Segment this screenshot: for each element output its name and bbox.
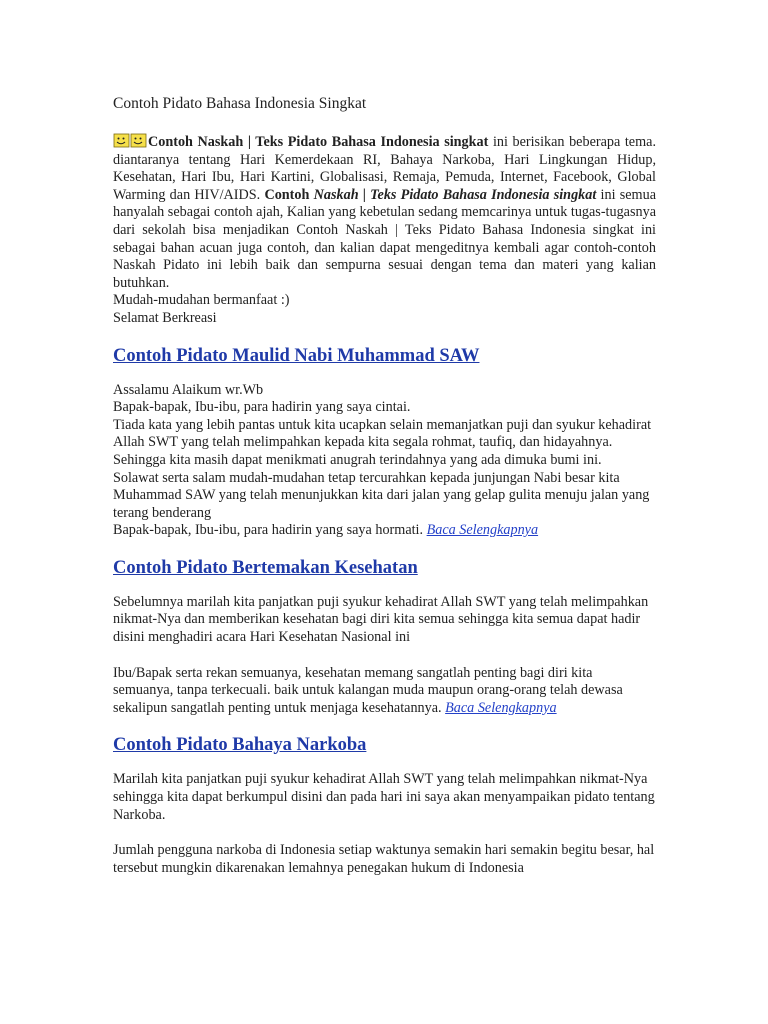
kesehatan-paragraph-2-text: Ibu/Bapak serta rekan semuanya, kesehatan memang sangatlah penting bagi diri kita semuanya, tanpa terkecuali. baik untuk kalangan muda maupun orang-orang telah dewasa sekalipun sangatlah penting untuk menjaga kesehatannya. — [113, 664, 623, 716]
paragraph-gap — [113, 824, 656, 842]
closing-line-2: Selamat Berkreasi — [113, 309, 217, 326]
intro-bold-lead: Contoh Naskah | Teks Pidato Bahasa Indonesia singkat — [148, 134, 489, 150]
kesehatan-paragraph-1: Sebelumnya marilah kita panjatkan puji syukur kehadirat Allah SWT yang telah melimpahkan nikmat-Nya dan memberikan kesehatan bagi diri kita semua sehingga kita semua dapat hadir disini menghadiri acara Hari Kesehatan Nasional ini — [113, 593, 649, 646]
intro-paragraph — [113, 133, 656, 292]
closing-line-1: Mudah-mudahan bermanfaat :) — [113, 292, 290, 309]
intro-text-1: ini berisikan beberapa tema. diantaranya tentang Hari Kemerdekaan RI, Bahaya Narkoba, Hari Lingkungan Hidup, Kesehatan, Hari Ibu, Hari Kartini, Globalisasi, Remaja, Pemuda, Internet, Facebook, Global Warming dan HIV/AIDS. — [113, 134, 656, 203]
intro-bold-2b: Naskah | Teks Pidato Bahasa Indonesia singkat — [313, 186, 597, 203]
intro-text-2: ini semua hanyalah sebagai contoh ajah, Kalian yang kebetulan sedang memcarinya untuk tugas-tugasnya dari sekolah bisa menjadikan Contoh Naskah | Teks Pidato Bahasa Indonesia singkat ini sebagai bahan acuan juga contoh, dan kalian dapat mengeditnya kembali agar contoh-contoh Naskah Pidato ini lebih baik dan sempurna sesuai dengan tema dan materi yang kalian butuhkan. — [113, 186, 656, 291]
maulid-line-1: Assalamu Alaikum wr.Wb — [113, 381, 264, 398]
maulid-line-2: Bapak-bapak, Ibu-ibu, para hadirin yang saya cintai. — [113, 399, 411, 416]
read-more-link-kesehatan[interactable]: Baca Selengkapnya — [445, 699, 557, 716]
narkoba-paragraph-2: Jumlah pengguna narkoba di Indonesia setiap waktunya semakin hari semakin begitu besar, hal tersebut mungkin dikarenakan lemahnya penegakan hukum di Indonesia — [113, 842, 655, 876]
smiley-pair-icon — [113, 133, 147, 148]
maulid-line-4: Solawat serta salam mudah-mudahan tetap tercurahkan kepada junjungan Nabi besar kita Muhammad SAW yang telah menunjukkan kita dari jalan yang gelap gulita menuju jalan yang terang benderang — [113, 469, 650, 521]
read-more-link-maulid[interactable]: Baca Selengkapnya — [426, 522, 539, 539]
section-heading-maulid[interactable]: Contoh Pidato Maulid Nabi Muhammad SAW — [113, 345, 480, 366]
page-title: Contoh Pidato Bahasa Indonesia Singkat — [113, 95, 367, 112]
paragraph-gap — [113, 647, 656, 665]
narkoba-paragraph-1: Marilah kita panjatkan puji syukur kehadirat Allah SWT yang telah melimpahkan nikmat-Nya sehingga kita dapat berkumpul disini dan pada hari ini saya akan menyampaikan pidato tentang Narkoba. — [113, 771, 655, 823]
section-heading-kesehatan[interactable]: Contoh Pidato Bertemakan Kesehatan — [113, 557, 418, 578]
kesehatan-paragraph-2 — [113, 665, 656, 718]
section-heading-narkoba[interactable]: Contoh Pidato Bahaya Narkoba — [113, 735, 367, 756]
maulid-line-3: Tiada kata yang lebih pantas untuk kita ucapkan selain memanjatkan puji dan syukur kehadirat Allah SWT yang telah melimpahkan kepada kita segala rohmat, taufiq, dan hidayahnya. Sehingga kita masih dapat menikmati anugrah terindahnya yang ada dimuka bumi ini. — [113, 416, 652, 468]
intro-bold-2a: Contoh — [264, 186, 314, 203]
maulid-last-line — [113, 522, 656, 540]
maulid-last-text: Bapak-bapak, Ibu-ibu, para hadirin yang saya hormati. — [113, 522, 427, 539]
